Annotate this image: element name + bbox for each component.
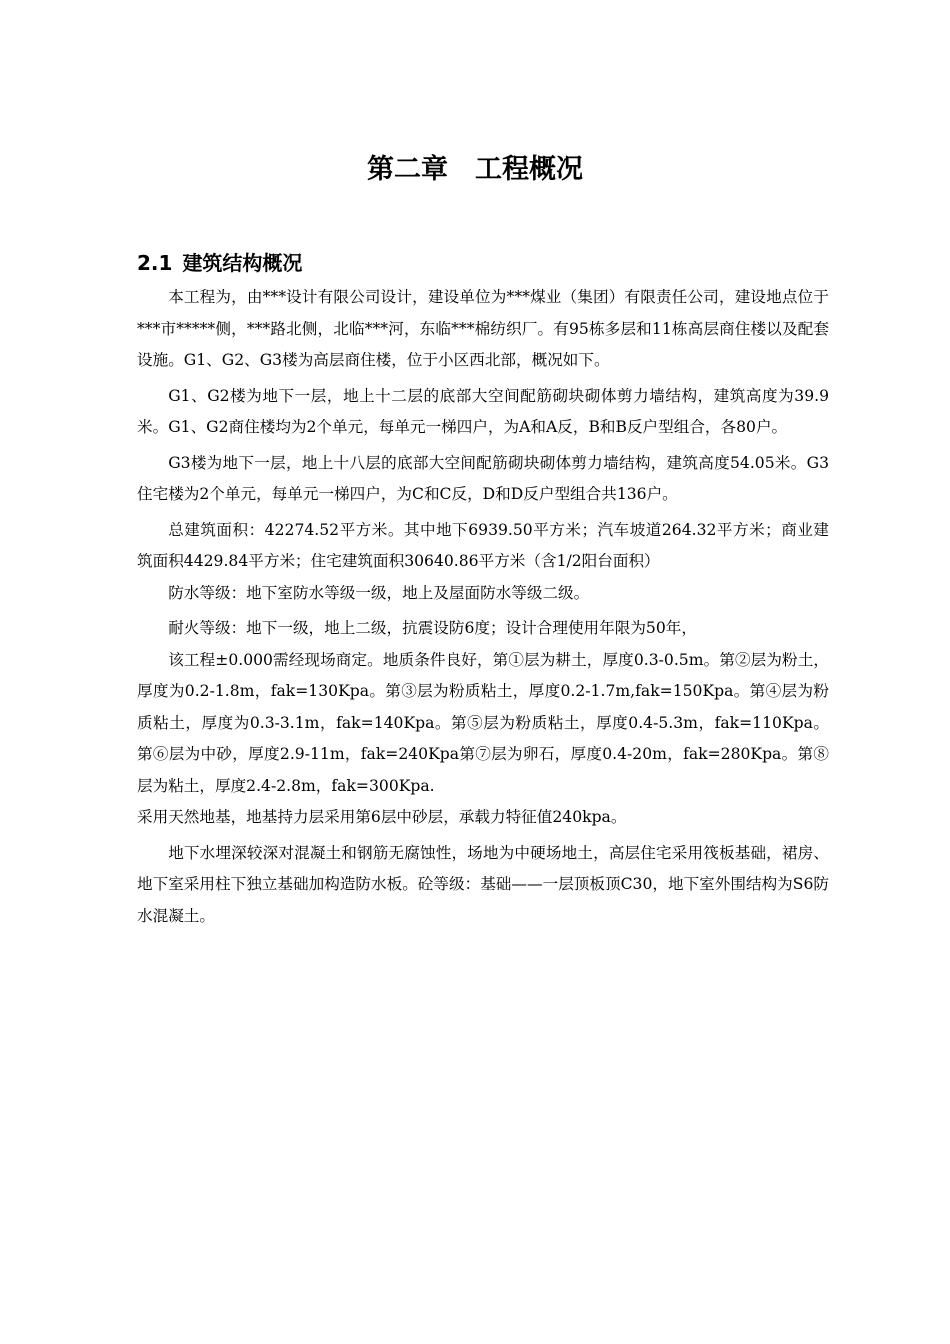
paragraph-groundwater: 地下水埋深较深对混凝土和钢筋无腐蚀性，场地为中硬场地土，高层住宅采用筏板基础，裙房、地下室采用柱下独立基础加构造防水板。砼等级：基础——一层顶板顶C30，地下室外围结构为S6防水混凝土。 — [137, 843, 829, 925]
paragraph-foundation: 采用天然地基，地基持力层采用第6层中砂层，承载力特征值240kpa。 — [137, 808, 627, 826]
body-text — [137, 282, 829, 932]
section-number: 2.1 — [137, 251, 173, 275]
paragraph-g3: G3楼为地下一层，地上十八层的底部大空间配筋砌块砌体剪力墙结构，建筑高度54.05米。G3住宅楼为2个单元，每单元一梯四户，为C和C反，D和D反户型组合共136户。 — [137, 453, 829, 503]
section-heading — [137, 248, 302, 278]
paragraph-waterproof-grade: 防水等级：地下室防水等级一级，地上及屋面防水等级二级。 — [168, 583, 590, 602]
paragraph-fire-grade: 耐火等级：地下一级，地上二级，抗震设防6度；设计合理使用年限为50年， — [168, 619, 697, 637]
paragraph-g1-g2: G1、G2楼为地下一层，地上十二层的底部大空间配筋砌块砌体剪力墙结构，建筑高度为39.9米。G1、G2商住楼均为2个单元，每单元一梯四户，为A和A反，B和B反户型组合，各80户。 — [137, 386, 829, 436]
chapter-title: 第二章 工程概况 — [367, 154, 583, 185]
paragraph-total-area: 总建筑面积：42274.52平方米。其中地下6939.50平方米；汽车坡道264.32平方米；商业建筑面积4429.84平方米；住宅建筑面积30640.86平方米（含1/2阳台面积） — [137, 520, 829, 570]
paragraph-geology: 该工程±0.000需经现场商定。地质条件良好，第①层为耕土，厚度0.3-0.5m。第②层为粉土，厚度为0.2-1.8m，fak=130Kpa。第③层为粉质粘土，厚度0.2-1.7m,fak=150Kpa。第④层为粉质粘土，厚度为0.3-3.1m，fak=140Kpa。第⑤层为粉质粘土，厚度0.4-5.3m，fak=110Kpa。第⑥层为中砂，厚度2.9-11m，fak=240Kpa第⑦层为卵石，厚度0.4-20m，fak=280Kpa。第⑧层为粘土，厚度2.4-2.8m，fak=300Kpa. — [137, 650, 829, 795]
section-title: 建筑结构概况 — [182, 251, 303, 275]
paragraph-project-overview: 本工程为，由***设计有限公司设计，建设单位为***煤业（集团）有限责任公司，建设地点位于***市*****侧，***路北侧，北临***河，东临***棉纺织厂。有95栋多层和11栋高层商住楼以及配套设施。G1、G2、G3楼为高层商住楼，位于小区西北部，概况如下。 — [137, 288, 829, 369]
